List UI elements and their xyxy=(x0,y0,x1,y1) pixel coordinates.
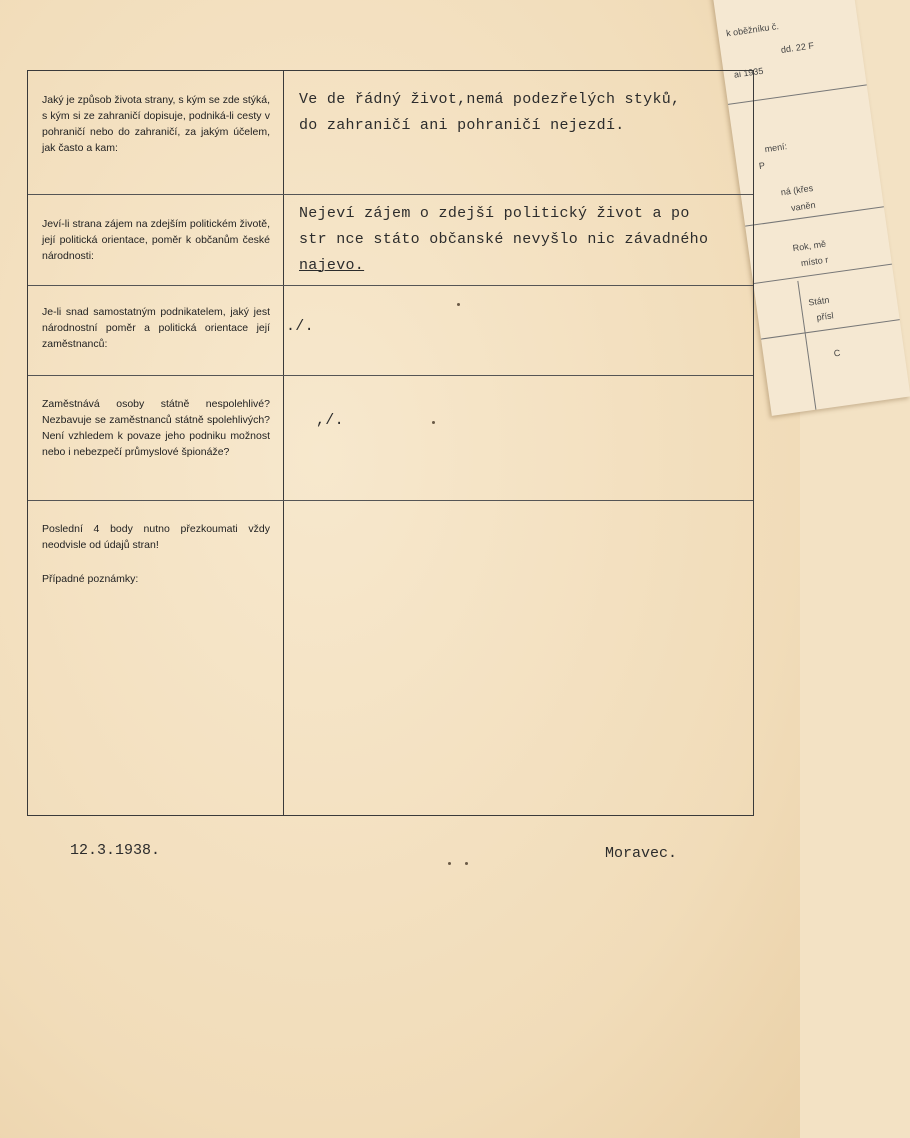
questionnaire-table xyxy=(27,70,754,816)
table-row xyxy=(28,376,753,501)
answer-employees xyxy=(316,408,766,434)
answer-line: do zahraničí ani pohraničí nejezdí. xyxy=(299,117,625,134)
ink-speck xyxy=(465,862,468,865)
table-row xyxy=(28,195,753,286)
answer-political xyxy=(299,201,749,279)
under-fragment: ná (křes xyxy=(780,182,814,198)
under-fragment: P xyxy=(758,160,766,172)
ink-speck xyxy=(457,303,460,306)
question-verification: Poslední 4 body nutno přezkoumati vždy neodvisle od údajů stran! xyxy=(42,523,270,551)
signature-name: Moravec. xyxy=(605,845,678,862)
answer-line: najevo. xyxy=(299,257,365,274)
under-fragment: k oběžníku č. xyxy=(725,21,780,39)
question-political: Jeví-li strana zájem na zdejším politickém životě, její politická orientace, poměr k občanům české národnosti: xyxy=(42,218,270,262)
answer-lifestyle xyxy=(299,87,749,139)
answer-line: str nce státo občanské nevyšlo nic závadného xyxy=(299,231,709,248)
under-rule xyxy=(761,319,900,339)
under-fragment: dd. 22 F xyxy=(780,40,815,55)
under-fragment: vaněn xyxy=(790,199,817,214)
under-fragment: přísl xyxy=(815,310,835,323)
under-fragment: ai 1935 xyxy=(733,65,764,80)
question-entrepreneur: Je-li snad samostatným podnikatelem, jaký jest národnostní poměr a politická orientace její zaměstnanců: xyxy=(42,306,270,350)
answer-line: Ve de řádný život,nemá podezřelých styků, xyxy=(299,91,681,108)
answer-line: ./. xyxy=(286,318,314,335)
answer-entrepreneur xyxy=(286,314,736,340)
under-fragment: Rok, mě xyxy=(792,238,827,254)
notes-label: Případné poznámky: xyxy=(42,573,139,585)
table-row xyxy=(28,286,753,376)
under-rule xyxy=(753,264,892,284)
under-fragment: mení: xyxy=(763,141,788,155)
question-lifestyle: Jaký je způsob života strany, s kým se zde stýká, s kým si ze zahraničí dopisuje, podniká-li cesty v pohraničí nebo do zahraničí, za jakým účelem, jak často a kam: xyxy=(42,94,270,154)
ink-speck xyxy=(432,421,435,424)
document-date: 12.3.1938. xyxy=(70,842,161,859)
under-fragment: C xyxy=(833,347,841,359)
under-fragment: Státn xyxy=(807,294,830,308)
under-fragment: místo r xyxy=(800,254,829,269)
table-row xyxy=(28,71,753,195)
ink-speck xyxy=(448,862,451,865)
answer-line: Nejeví zájem o zdejší politický život a po xyxy=(299,205,690,222)
answer-line: ,/. xyxy=(316,412,344,429)
table-row xyxy=(28,501,753,817)
question-employees: Zaměstnává osoby státně nespolehlivé? Nezbavuje se zaměstnanců státně spolehlivých? Není vzhledem k povaze jeho podniku možnost nebo i nebezpečí průmyslové špionáže? xyxy=(42,398,270,458)
